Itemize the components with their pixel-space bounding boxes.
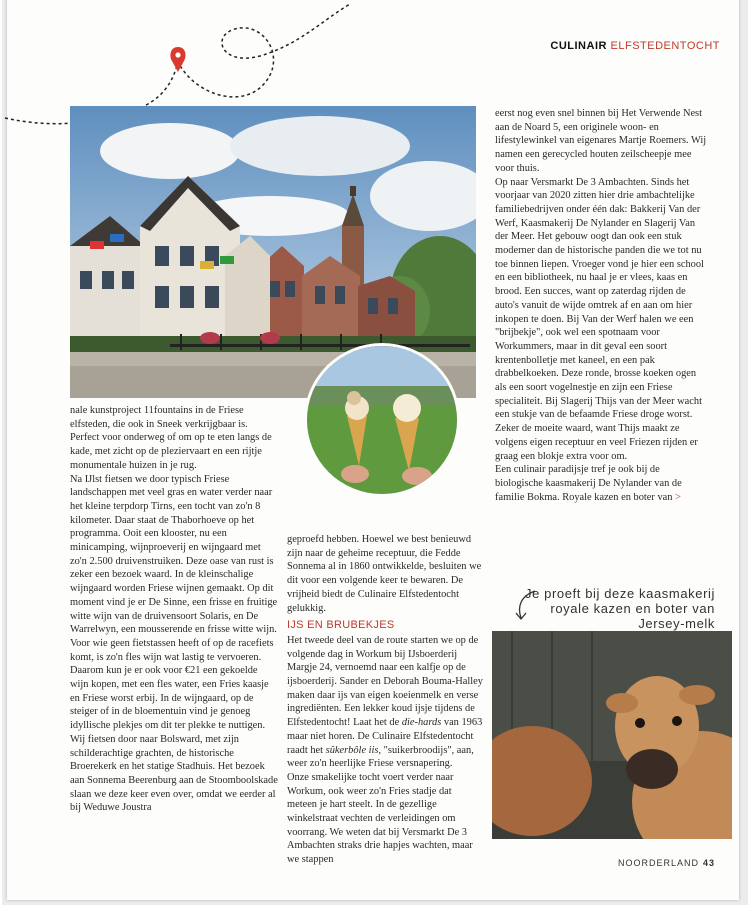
page-number: 43 <box>702 858 715 868</box>
text-span: , "suikerbroodijs", aan, weer zo'n heerlijke Friese versnapering. <box>287 744 474 770</box>
continue-arrow-icon: > <box>675 491 681 503</box>
cow-photo <box>492 631 732 839</box>
paragraph <box>495 463 709 504</box>
paragraph: Op naar Versmarkt De 3 Ambachten. Sinds het voorjaar van 2020 zitten hier drie ambachtelijke familiebedrijven onder één dak: Bakkerij Van der Werf, Kaasmakerij De Nylander en Slagerij Van der Meer. Het gebouw oogt dan ook een stuk moderner dan de historische panden die we tot nu toe binnen liepen. Vroeger vond je hier een school en een bibliotheek, nu haal je er vlees, kaas en brood. Een succes, want op zaterdag rijden de auto's vanuit de wijde omtrek af en aan om hier inkopen te doen. Bij Van der Werf halen we een "brijbekje", ook wel een spotnaam voor Workummers, maar in dit geval een soort krentenbolletje met kaneel, en een pak drabbelkoeken. Deze ronde, brosse koeken ogen als een soort vogelnestje en zijn een Friese specialiteit. Bij Slagerij Thijs van der Meer wacht een stukje van de befaamde Friese droge worst. Zeker de moeite waard, want Thijs maakt ze volgens eigen receptuur en veel Friezen rijden er graag een blokje extra voor om. <box>495 176 704 462</box>
section-label-bold: CULINAIR <box>550 40 607 52</box>
map-pin-icon <box>170 47 185 72</box>
subheading: IJS EN BRUBEKJES <box>287 619 395 632</box>
pull-quote: Je proeft bij deze kaasmakerij royale kazen en boter van Jersey-melk <box>525 586 715 631</box>
italic-span: die-hards <box>401 717 442 729</box>
paragraph: Wij fietsen door naar Bolsward, met zijn schilderachtige grachten, de historische Broerekerk en het statige Stadhuis. Het bezoek aan Sonnema Beerenburg aan de Stoomboolskade slaan we deze keer even over, omdat we eerder al bij Weduwe Joustra <box>70 733 278 814</box>
paragraph <box>287 634 483 771</box>
paragraph: Onze smakelijke tocht voert verder naar Workum, ook weer zo'n Fries stadje dat meteen je hart steelt. In de gezellige winkelstraat vechten de verleidingen om voorrang. We weten dat bij Versmarkt De 3 Ambachten straks drie hapjes wachten, maar we stappen <box>287 771 473 866</box>
magazine-name: NOORDERLAND <box>617 858 699 868</box>
text-column-middle <box>287 533 483 867</box>
page-footer <box>618 858 715 868</box>
section-header <box>550 40 720 52</box>
paragraph: nale kunstproject 11fountains in de Friese elfsteden, die ook in Sneek verkrijgbaar is. Perfect voor onderweg of om op te eten langs de kade, met zicht op de pleziervaart en een rijtje monumentale huizen in je rug. <box>70 405 272 471</box>
text-span: van 1963 maar niet horen. De Culinaire Elfstedentocht raadt het <box>287 717 483 756</box>
text-span: Het tweede deel van de route starten we op de volgende dag in Workum bij IJsboerderij Margje 24, vernoemd naar een kalfje op de ijsboerderij. Sander en Deborah Bouma-Halley maken daar ijs van eigen koeienmelk en verse ingrediënten. Een lekker koud ijsje tijdens de Elfstedentocht! Laat het de <box>287 634 483 729</box>
text-column-right <box>495 107 709 504</box>
paragraph: eerst nog even snel binnen bij Het Verwende Nest aan de Noard 5, een originele woon- en lifestylewinkel van eigenares Martje Roemers. Wij namen een gerecycled houten zeilscheepje mee voor thuis. <box>495 108 707 174</box>
paragraph: geproefd hebben. Hoewel we best benieuwd zijn naar de geheime receptuur, die Fedde Sonnema al in 1860 ontwikkelde, besluiten we dit voor een volgende keer te bewaren. De vrijheid biedt de Culinaire Elfstedentocht gelukkig. <box>287 534 482 614</box>
curved-arrow-icon <box>513 588 541 624</box>
section-label-light: ELFSTEDENTOCHT <box>610 40 720 52</box>
text-span: Een culinair paradijsje tref je ook bij de biologische kaasmakerij De Nylander van de familie Bokma. Royale kazen en boter van <box>495 464 682 503</box>
paragraph: Na IJlst fietsen we door typisch Friese landschappen met veel gras en water verder naar het kleine terpdorp Tirns, een tocht van zo'n 8 kilometer. Daar staat de Thaborhoeve op het programma. Ooit een klooster, nu een minicamping, wijnproeverij en wijngaard met zo'n 2.500 druivenstruiken. Deze oase van rust is zeker een bezoek waard. In de kleinschalige wijngaard worden Friese wijnen gemaakt. Op dit moment vind je er De Sinne, een frisse en fruitige witte wijn van de druivensoort Solaris, en De Warrelwyn, een mousserende en frisse witte wijn. Voor wie geen fietstassen heeft of op de racefiets komt, is zo'n fles wijn wat lastig te vervoeren. Daarom kun je er ook voor €21 een gekoelde wijn kopen, met een fles water, een Fries kaasje en Friese worst erbij. In de wijngaard, op de steiger of in de bloementuin vind je genoeg idyllische plekjes om dit ter plekke te nuttigen. <box>70 473 278 732</box>
ice-cream-photo <box>304 343 460 497</box>
italic-span: sûkerbôle iis <box>325 744 379 756</box>
text-column-left <box>70 404 278 815</box>
